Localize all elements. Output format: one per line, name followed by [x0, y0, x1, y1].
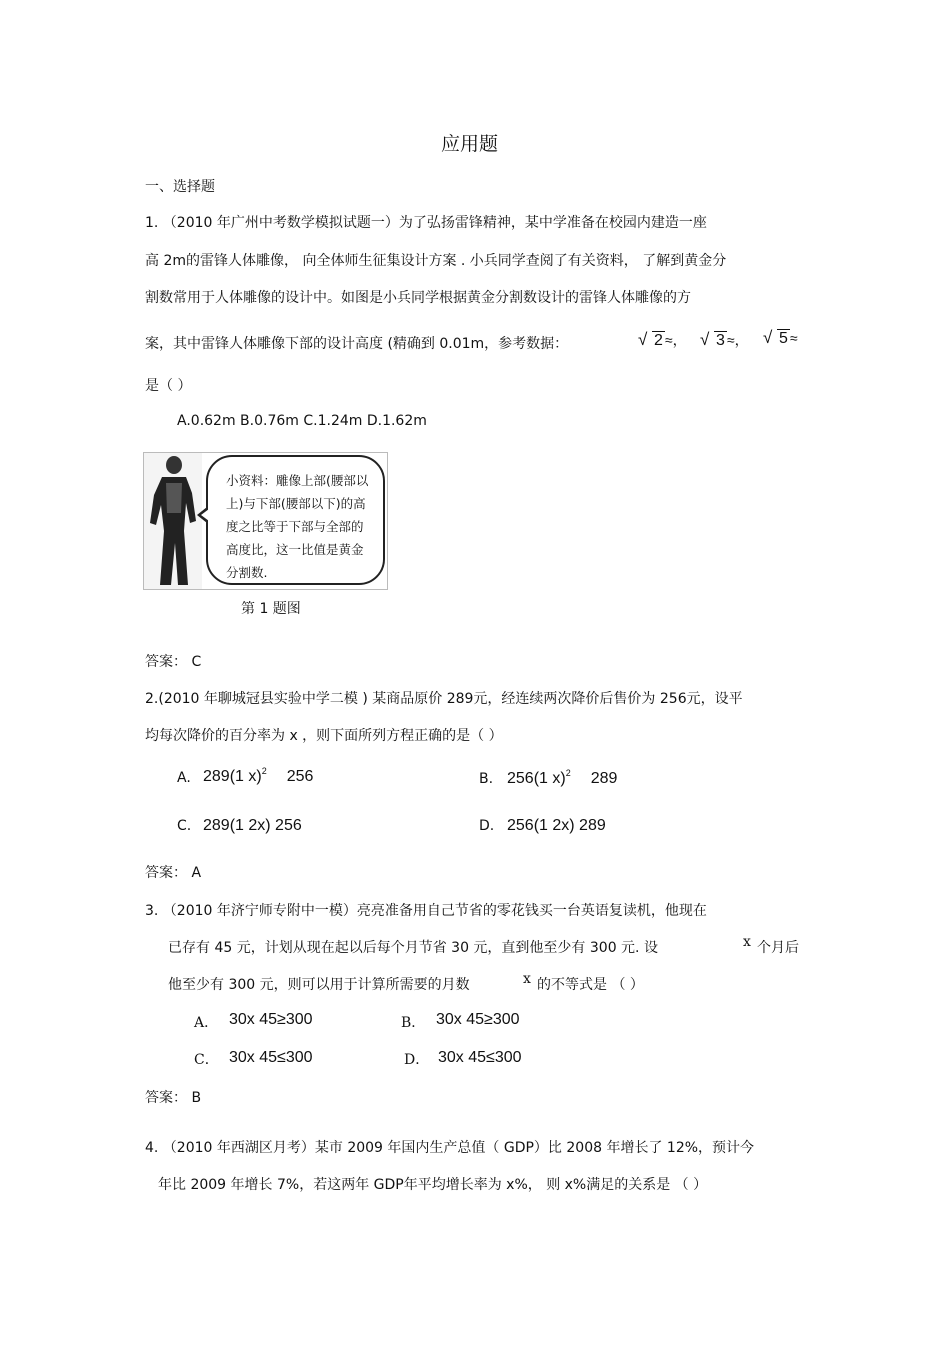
q3-line-1: 3. （2010 年济宁师专附中一模）亮亮准备用自己节省的零花钱买一台英语复读机，他现在: [145, 903, 707, 919]
callout-pointer-inner: [201, 509, 209, 521]
q1-line-1: 1. （2010 年广州中考数学模拟试题一）为了弘扬雷锋精神，某中学准备在校园内建造一座: [145, 215, 707, 231]
section-heading: 一、选择题: [145, 179, 215, 195]
sqrt3-term: √ 3 ≈，: [700, 330, 749, 349]
q1-line-2: 高 2m的雷锋人体雕像， 向全体师生征集设计方案 . 小兵同学查阅了有关资料， 了解到黄金分: [145, 253, 727, 269]
q2-option-c: 289(1 2x) 256: [203, 817, 302, 834]
q3-answer: 答案： B: [145, 1090, 202, 1106]
q3-option-b: 30x 45≥300: [436, 1011, 520, 1028]
q2-option-b-label: B.: [479, 771, 494, 787]
q2-line-1: 2.(2010 年聊城冠县实验中学二模 ) 某商品原价 289元，经连续两次降价后售价为 256元，设平: [145, 691, 743, 707]
q4-line-2: 年比 2009 年增长 7%，若这两年 GDP年平均增长率为 x%， 则 x%满足的关系是 （ ）: [158, 1177, 708, 1193]
sqrt2-term: √ 2 ≈，: [638, 330, 687, 349]
q3-line-3-end: 的不等式是 （ ）: [537, 977, 644, 993]
q3-option-b-label: B．: [401, 1015, 426, 1031]
q2-option-b: 256(1 x)$^2$ 289: [507, 768, 618, 787]
q2-option-c-label: C.: [177, 818, 192, 834]
q1-figure: [143, 452, 388, 590]
q2-answer: 答案： A: [145, 865, 202, 881]
q2-option-a-label: A.: [177, 770, 191, 786]
q3-line-2-var: x: [743, 934, 751, 950]
q1-line-5: 是（ ）: [145, 378, 192, 394]
q3-option-d: 30x 45≤300: [438, 1049, 522, 1066]
q1-figure-caption: 第 1 题图: [241, 601, 301, 617]
q3-option-c: 30x 45≤300: [229, 1049, 313, 1066]
q4-line-1: 4. （2010 年西湖区月考）某市 2009 年国内生产总值（ GDP）比 2008 年增长了 12%，预计今: [145, 1140, 755, 1156]
q1-line-3: 割数常用于人体雕像的设计中。如图是小兵同学根据黄金分割数设计的雷锋人体雕像的方: [145, 290, 691, 306]
q3-line-2-end: 个月后: [757, 940, 799, 956]
q1-line-4: 案，其中雷锋人体雕像下部的设计高度 (精确到 0.01m，参考数据：: [145, 336, 569, 352]
q1-answer: 答案： C: [145, 654, 202, 670]
page-title: 应用题: [441, 133, 499, 155]
q3-option-d-label: D．: [404, 1052, 430, 1068]
info-callout: 小资料：雕像上部(腰部以上)与下部(腰部以下)的高度之比等于下部与全部的高度比，这一比值是黄金分割数.: [206, 455, 385, 585]
q3-line-3: 他至少有 300 元，则可以用于计算所需要的月数: [168, 977, 470, 993]
q1-options: A.0.62m B.0.76m C.1.24m D.1.62m: [177, 413, 427, 429]
q2-line-2: 均每次降价的百分率为 x ，则下面所列方程正确的是（ ）: [145, 728, 503, 744]
q3-option-c-label: C．: [194, 1052, 219, 1068]
q2-option-d: 256(1 2x) 289: [507, 817, 606, 834]
statue-silhouette: [144, 453, 202, 589]
q3-option-a: 30x 45≥300: [229, 1011, 313, 1028]
q3-option-a-label: A．: [194, 1015, 219, 1031]
q2-option-d-label: D.: [479, 818, 495, 834]
q3-line-2: 已存有 45 元，计划从现在起以后每个月节省 30 元，直到他至少有 300 元. 设: [168, 940, 658, 956]
sqrt5-term: √ 5 ≈: [763, 328, 798, 347]
q3-line-3-var: x: [523, 971, 531, 987]
q2-option-a: 289(1 x)$^2$ 256: [203, 766, 314, 785]
